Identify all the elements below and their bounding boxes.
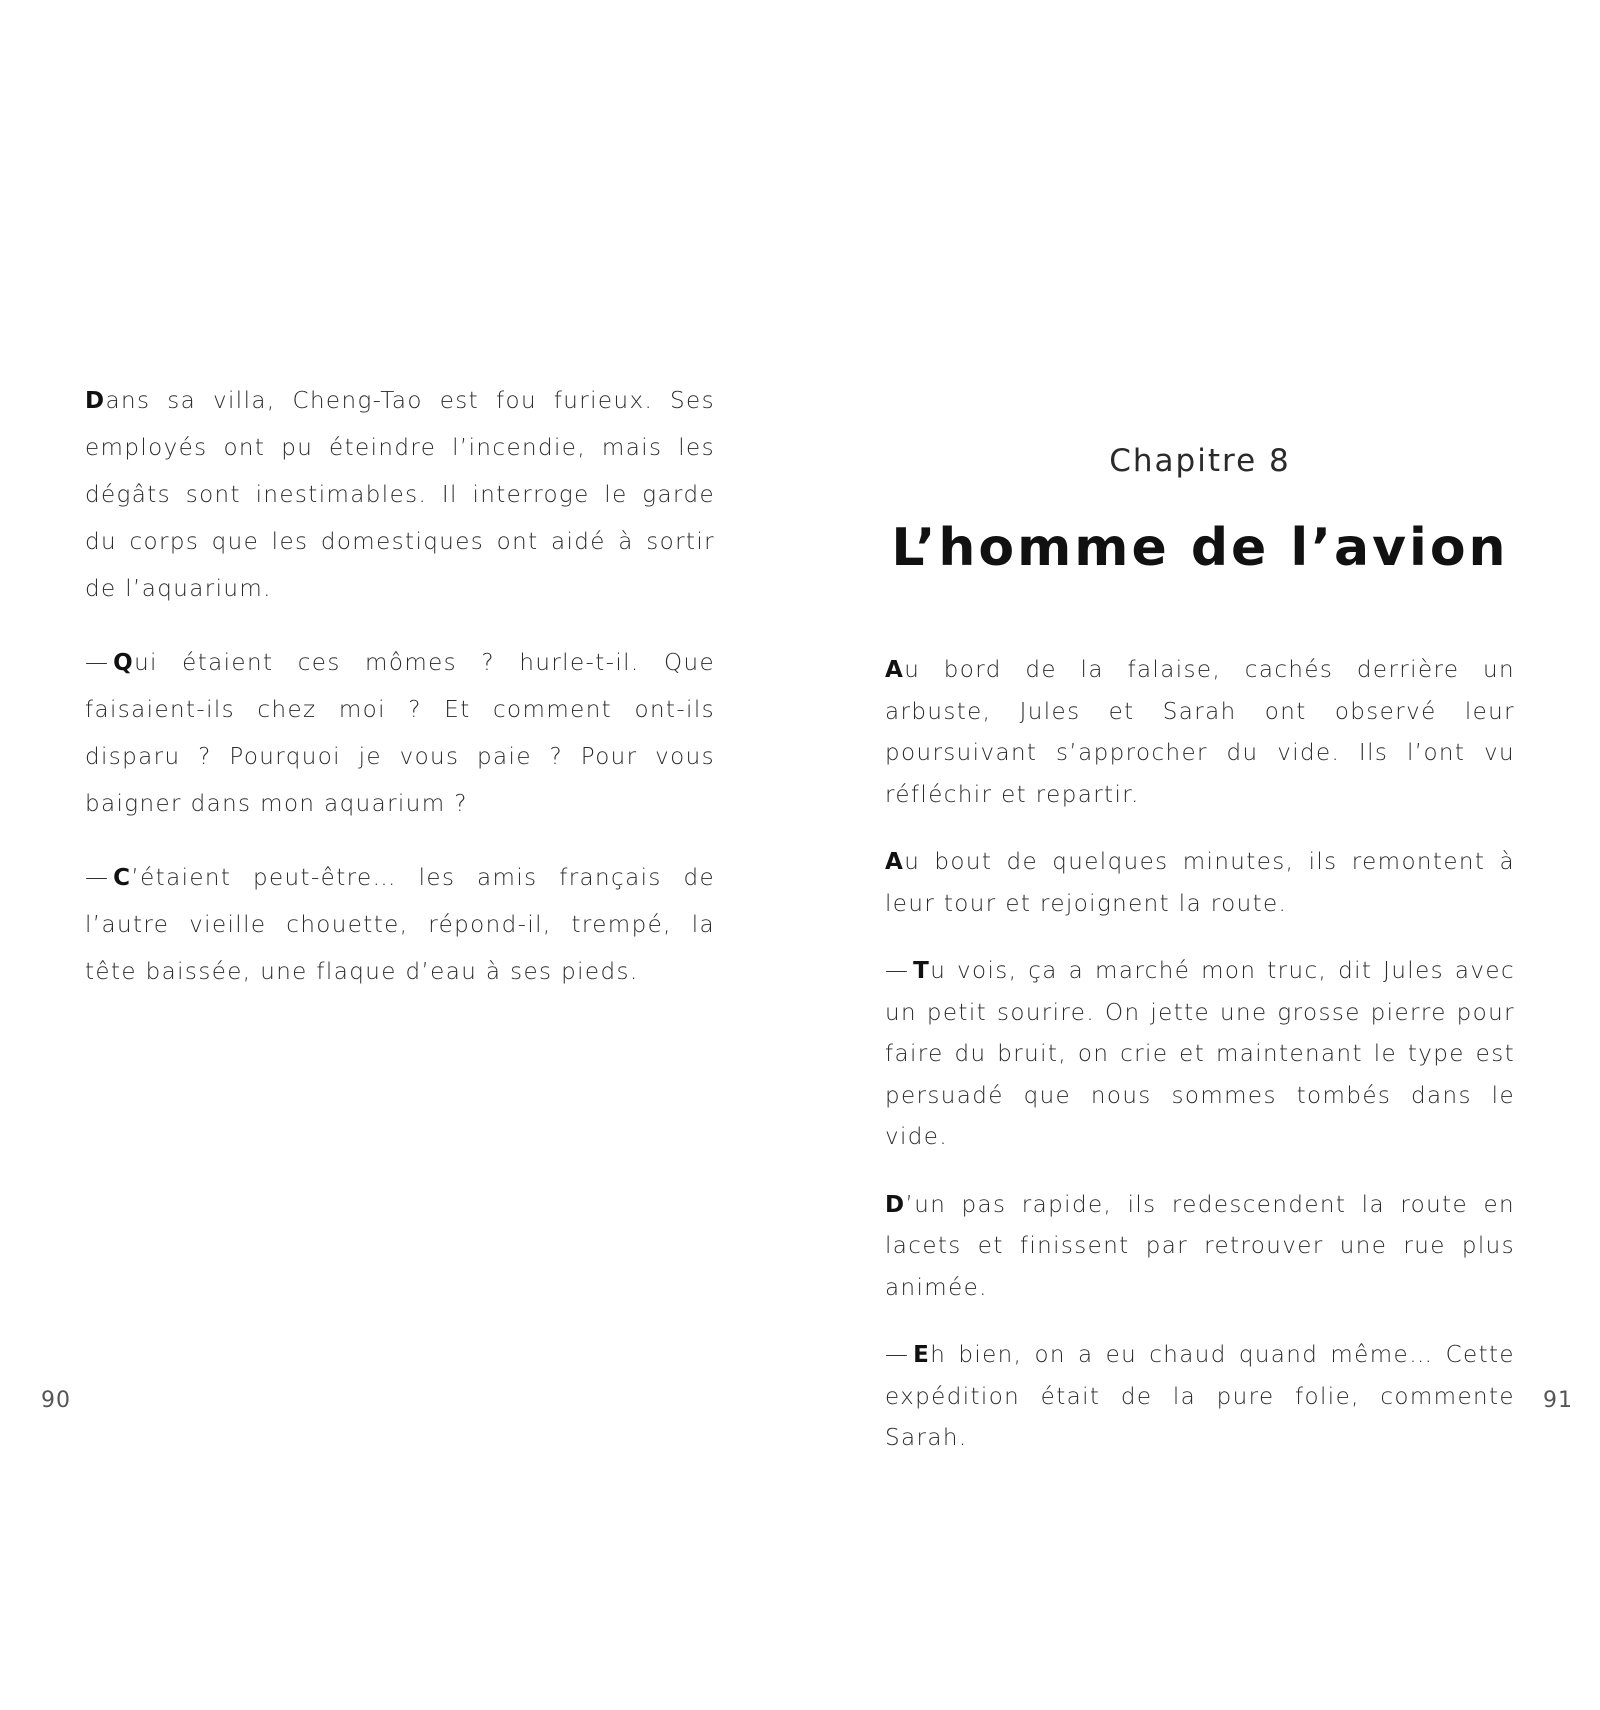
paragraph-text: u bord de la falaise, cachés derrière un arbuste, Jules et Sarah ont observé leur poursuivant s’approcher du vide. Ils l’ont vu réfléchir et repartir.	[885, 657, 1515, 808]
paragraph-text: ans sa villa, Cheng-Tao est fou furieux. Ses employés ont pu éteindre l’incendie, mais les dégâts sont inestimables. Il interroge le garde du corps que les domestiques ont aidé à sortir de l’aquarium.	[85, 388, 715, 602]
bold-initial: A	[885, 657, 905, 683]
paragraph	[885, 951, 1515, 1159]
bold-initial: E	[913, 1342, 931, 1368]
paragraph	[885, 650, 1515, 816]
paragraph-text: h bien, on a eu chaud quand même… Cette expédition était de la pure folie, commente Sarah.	[885, 1342, 1515, 1451]
bold-initial: A	[885, 849, 905, 875]
paragraph	[85, 378, 715, 613]
paragraph-text: u bout de quelques minutes, ils remontent à leur tour et rejoignent la route.	[885, 849, 1515, 917]
dialogue-dash: —	[85, 865, 110, 891]
dialogue-dash: —	[885, 1342, 910, 1368]
left-page-text	[85, 378, 715, 1023]
paragraph-text: u vois, ça a marché mon truc, dit Jules avec un petit sourire. On jette une grosse pierre pour faire du bruit, on crie et maintenant le type est persuadé que nous sommes tombés dans le vide.	[885, 958, 1515, 1150]
paragraph	[885, 842, 1515, 925]
paragraph	[85, 640, 715, 828]
bold-initial: C	[113, 865, 132, 891]
paragraph-text: ’étaient peut-être… les amis français de l’autre vieille chouette, répond-il, trempé, la tête baissée, une flaque d’eau à ses pieds.	[85, 865, 715, 985]
dialogue-dash: —	[885, 958, 910, 984]
chapter-title: L’homme de l’avion	[891, 518, 1509, 578]
bold-initial: D	[885, 1191, 906, 1218]
right-page	[800, 0, 1600, 1710]
paragraph-text: ui étaient ces mômes ? hurle-t-il. Que faisaient-ils chez moi ? Et comment ont-ils disparu ? Pourquoi je vous paie ? Pour vous baigner dans mon aquarium ?	[85, 650, 715, 817]
bold-initial: D	[85, 388, 106, 414]
bold-initial: T	[913, 958, 931, 984]
paragraph	[885, 1335, 1515, 1460]
page-number: 91	[1543, 1388, 1573, 1413]
paragraph	[85, 855, 715, 996]
right-page-text	[885, 650, 1515, 1486]
bold-initial: Q	[113, 650, 135, 676]
paragraph-text: ’un pas rapide, ils redescendent la route en lacets et finissent par retrouver une rue plus animée.	[885, 1191, 1515, 1301]
dialogue-dash: —	[85, 650, 110, 676]
page-number: 90	[41, 1388, 71, 1413]
paragraph	[885, 1185, 1515, 1310]
chapter-number: Chapitre 8	[1109, 443, 1291, 479]
